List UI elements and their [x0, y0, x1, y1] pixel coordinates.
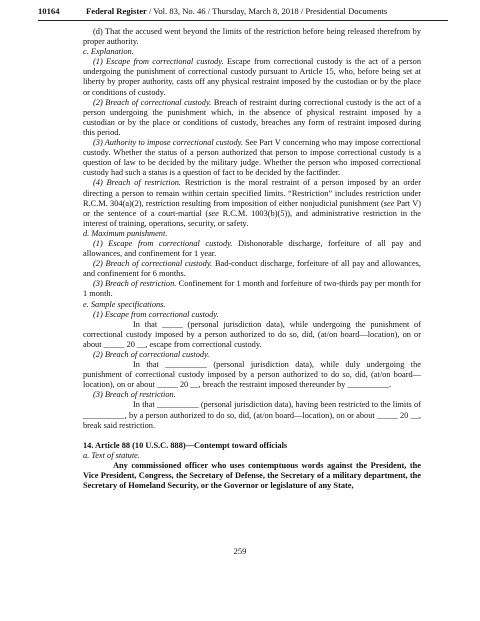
header-rule [38, 20, 448, 21]
article-88-heading: 14. Article 88 (10 U.S.C. 888)—Contempt toward officials [83, 440, 288, 450]
explanation-2-text: Breach of restraint during correctional custody is the act of a person undergoing the punishment which, in the absence of physical restraint imposed by a custodian or by the place or conditions of custody, breaches any form of restraint imposed during this period. [83, 97, 422, 137]
specification-3-text: In that __________ (personal jurisdiction data), having been restricted to the limits of __________, by a person authorized to do so, did, (at/on board—location), on or about _____ 20 __, break said restriction. [83, 400, 421, 430]
punishment-3-text: Confinement for 1 month and forfeiture of two-thirds pay per month for 1 month. [83, 279, 421, 299]
explanation-4-title: (4) Breach of restriction. [93, 178, 181, 188]
explanation-1-title: (1) Escape from correctional custody. [93, 57, 224, 67]
explanation-2-title: (2) Breach of correctional custody. [93, 97, 212, 107]
specification-3-title: (3) Breach of restriction. [93, 390, 176, 400]
punishment-3-paragraph [83, 279, 421, 299]
specification-1-text: In that _____ (personal jurisdiction data), while undergoing the punishment of correctional custody imposed by a person authorized to do so, did, (at/on board—location), on or about _____ 20 __, escape from correctional custody. [83, 319, 421, 349]
specification-1-title: (1) Escape from correctional custody. [93, 309, 219, 319]
punishment-1-title: (1) Escape from correctional custody. [93, 238, 233, 248]
article-88-text-of-statute-heading: a. Text of statute. [83, 450, 140, 460]
specification-2-title: (2) Breach of correctional custody. [93, 350, 210, 359]
punishment-1-text: Dishonorable discharge, forfeiture of all pay and allowances, and confinement for 1 year. [83, 238, 421, 259]
header-issue-line: / Vol. 83, No. 46 / Thursday, March 8, 2018 / Presidential Documents [148, 6, 388, 16]
header-page-number: 10164 [38, 6, 60, 16]
element-d-paragraph: (d) That the accused went beyond the limits of the restriction before being released therefrom by proper authority. [83, 27, 421, 47]
explanation-4-text-b: Part V) or the sentence of a court-martial ( [83, 198, 421, 218]
specification-2-text: In that __________ (personal jurisdiction data), while duly undergoing the punishment of correctional custody imposed by a person authorized to do so, did, (at/on board—location), on or about _____ 20 __, breach the restraint imposed thereunder by __________. [83, 360, 421, 390]
explanation-4-see-2: see [208, 208, 219, 218]
explanation-4-text-a: Restriction is the moral restraint of a person imposed by an order directing a person to remain within certain specified limits. “Restriction” includes restriction under R.C.M. 304(a)(2), restriction resulting from imposition of either nonjudicial punishment ( [83, 178, 421, 208]
explanation-1-paragraph [83, 57, 421, 97]
punishment-3-title: (3) Breach of restriction. [93, 279, 177, 289]
explanation-2-paragraph [83, 98, 421, 138]
explanation-3-paragraph [83, 138, 421, 178]
punishment-1-paragraph [83, 239, 421, 259]
maximum-punishment-heading: d. Maximum punishment. [83, 228, 168, 238]
explanation-3-text: See Part V concerning who may impose correctional custody. Whether the status of a person authorized that person to impose correctional custody is a question of law to be decided by the military judge. Whether the person who imposed correctional custody had such a status is a question of fact to be decided by the factfinder. [83, 138, 421, 178]
punishment-2-title: (2) Breach of correctional custody. [93, 259, 213, 269]
document-body [83, 27, 421, 491]
explanation-3-title: (3) Authority to impose correctional custody. [93, 138, 243, 148]
punishment-2-text: Bad-conduct discharge, forfeiture of all pay and allowances, and confinement for 6 months. [83, 259, 422, 279]
punishment-2-paragraph [83, 259, 421, 279]
page-folio: 259 [233, 546, 247, 556]
running-header [38, 6, 448, 20]
article-88-statute-text: Any commissioned officer who uses contemptuous words against the President, the Vice President, Congress, the Secretary of Defense, the Secretary of a military department, the Secretary of Homeland Security, or the Governor or legislature of any State, [83, 460, 421, 491]
explanation-4-text-c: R.C.M. 1003(b)(5)), and administrative restriction in the interest of training, operations, security, or safety. [83, 208, 421, 228]
explanation-4-see-1: see [383, 198, 395, 208]
sample-specifications-heading: e. Sample specifications. [83, 299, 166, 309]
section-gap [83, 431, 421, 441]
explanation-4-paragraph [83, 178, 421, 228]
explanation-heading: c. Explanation. [83, 47, 134, 57]
header-publication: Federal Register [86, 6, 147, 16]
explanation-1-text: Escape from correctional custody is the act of a person undergoing the punishment of correctional custody pursuant to Article 15, who, before being set at liberty by proper authority, casts off any physical restraint imposed by the custodian or by the place or conditions of custody. [83, 57, 421, 97]
